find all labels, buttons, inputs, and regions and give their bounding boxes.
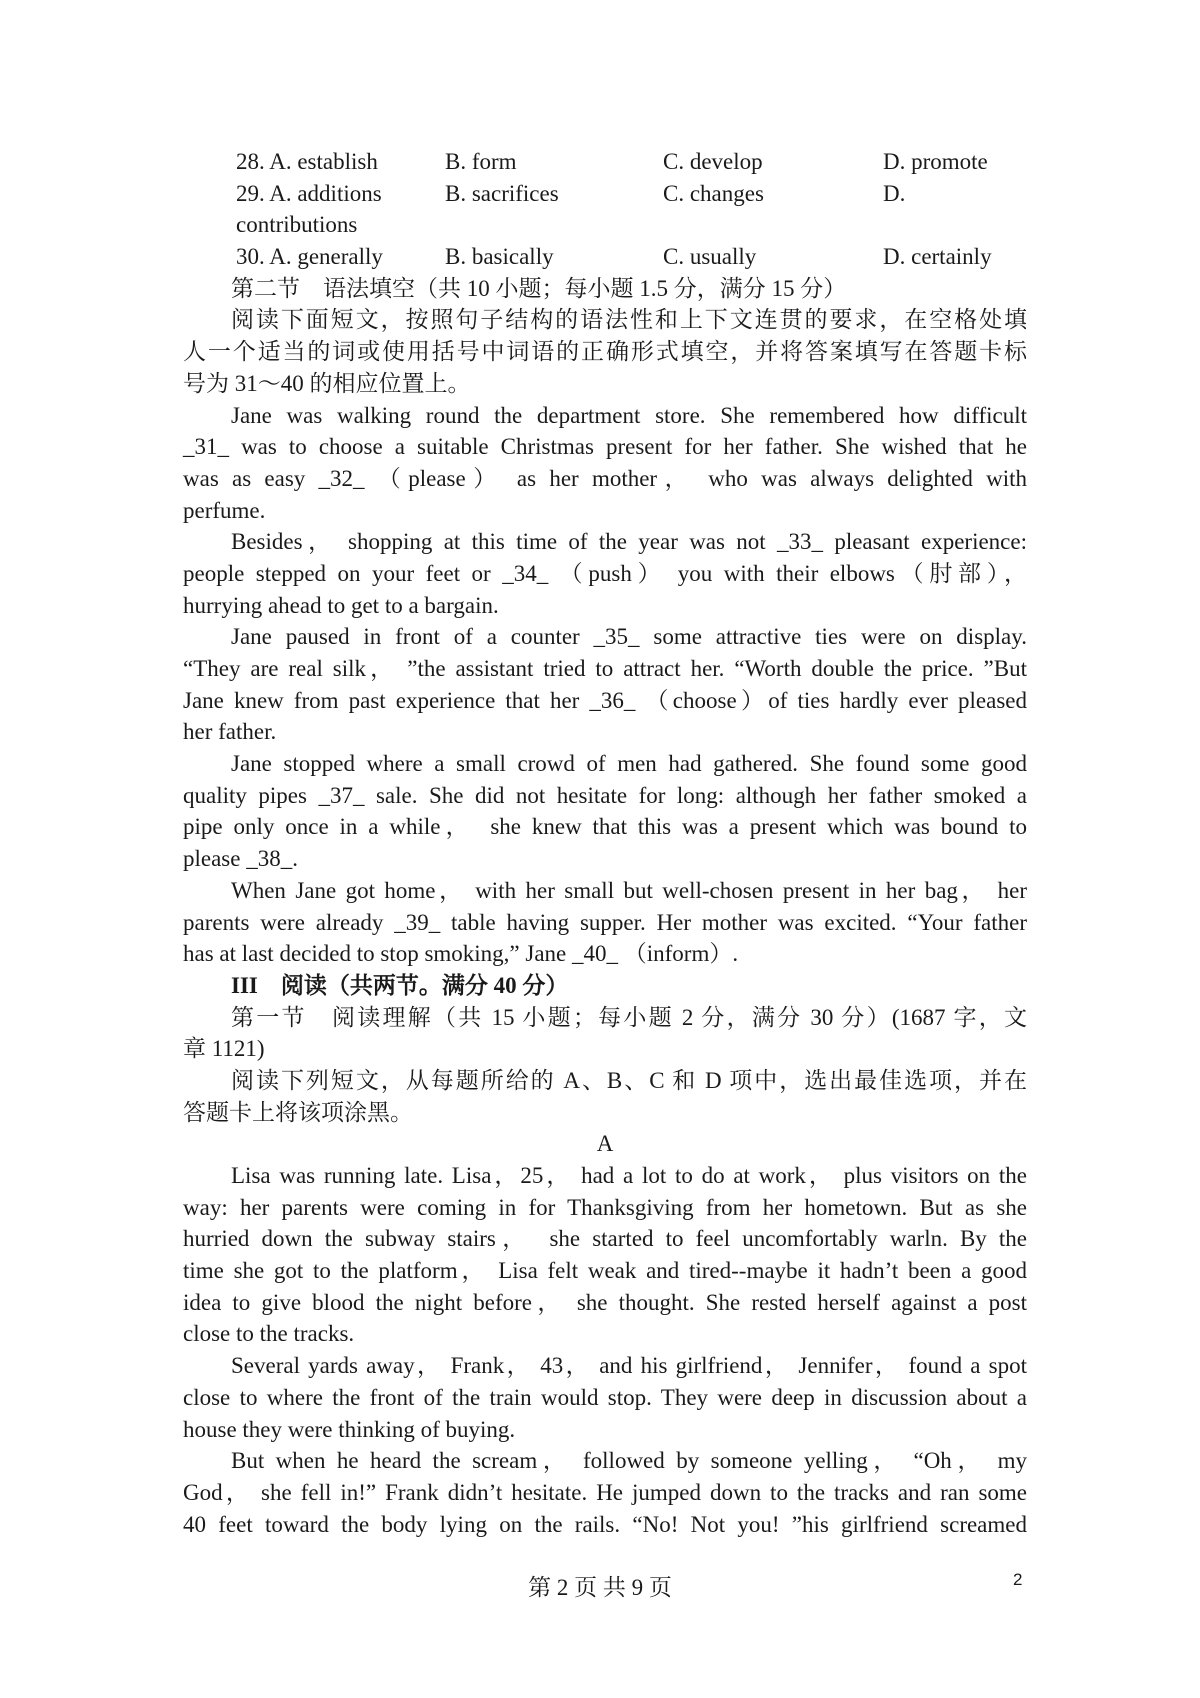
reading-instruction: 答题卡上将该项涂黑。 [183,1099,413,1125]
passage-line: Jane paused in front of a counter _35_ some attractive ties were on display. [231,624,1027,650]
option-c: C. develop [663,149,763,174]
passage-line: people stepped on your feet or _34_ （push） you with their elbows（肘部）， [183,560,1027,586]
passage-line: idea to give blood the night before， she thought. She rested herself against a post [183,1289,1027,1315]
reading-heading: 章 1121) [183,1036,265,1062]
passage-line: When Jane got home， with her small but well-chosen present in her bag， her [231,877,1027,903]
option-d: D. [883,180,906,206]
option-a: 30. A. generally [236,244,383,270]
passage-line: hurried down the subway stairs， she started to feel uncomfortably warln. By the [183,1226,1027,1252]
section2-instruction: 号为 31～40 的相应位置上。 [183,370,471,396]
reading-heading: 第一节 阅读理解（共 15 小题；每小题 2 分，满分 30 分）(1687 字，文 [231,1004,1027,1030]
page-content [183,146,1027,1540]
passage-line: close to the tracks. [183,1321,355,1347]
reading-instruction: 阅读下列短文，从每题所给的 A、B、C 和 D 项中，选出最佳选项，并在 [231,1067,1027,1093]
passage-line: hurrying ahead to get to a bargain. [183,592,499,618]
passage-line: quality pipes _37_ sale. She did not hesitate for long: although her father smoked a [183,782,1027,808]
option-row-30 [183,241,1027,273]
option-row-28 [183,146,1027,178]
section2-instruction: 阅读下面短文，按照句子结构的语法性和上下文连贯的要求，在空格处填 [231,307,1027,333]
passage-line: time she got to the platform， Lisa felt weak and tired--maybe it hadn’t been a good [183,1258,1027,1284]
option-d: D. promote [883,149,988,174]
passage-line: perfume. [183,497,266,523]
passage-line: has at last decided to stop smoking,” Jane _40_ （inform）. [183,941,739,967]
passage-line: Jane was walking round the department store. She remembered how difficult [231,402,1027,428]
option-d-text: contributions [236,212,358,238]
option-a: 29. A. additions [236,180,382,206]
passage-line: her father. [183,719,277,745]
page-footer: 第 2 页 共 9 页 [528,1575,672,1600]
passage-line: pipe only once in a while， she knew that this was a present which was bound to [183,814,1027,840]
passage-label: A [596,1131,614,1157]
passage-line: Several yards away， Frank， 43， and his girlfriend， Jennifer， found a spot [231,1353,1027,1379]
passage-line: way: her parents were coming in for Thanksgiving from her hometown. But as she [183,1194,1027,1220]
passage-line: Jane knew from past experience that her _36_ （choose）of ties hardly ever pleased [183,687,1027,713]
passage-line: please _38_. [183,846,298,872]
option-d: D. certainly [883,244,992,270]
passage-line: Jane stopped where a small crowd of men had gathered. She found some good [231,751,1027,777]
passage-line: parents were already _39_ table having supper. Her mother was excited. “Your father [183,909,1027,935]
passage-line: “They are real silk， ”the assistant tried to attract her. “Worth double the price. ”But [183,656,1027,681]
page-number: 2 [1013,1570,1023,1589]
option-29-wrap [183,209,1027,241]
option-a: 28. A. establish [236,149,378,174]
option-c: C. changes [663,180,764,206]
passage-line: Lisa was running late. Lisa，25， had a lot to do at work， plus visitors on the [231,1163,1027,1188]
passage-line: close to where the front of the train would stop. They were deep in discussion about a [183,1384,1027,1410]
option-b: B. sacrifices [445,180,559,206]
part3-heading: III 阅读（共两节。满分 40 分） [231,972,569,998]
passage-line: was as easy _32_ （please） as her mother， who was always delighted with [183,465,1027,491]
passage-line: But when he heard the scream， followed by someone yelling， “Oh， my [231,1448,1027,1474]
option-c: C. usually [663,244,757,270]
section2-heading: 第二节 语法填空（共 10 小题；每小题 1.5 分，满分 15 分） [231,275,847,301]
option-b: B. form [445,149,517,174]
passage-line: _31_ was to choose a suitable Christmas present for her father. She wished that he [183,434,1027,460]
option-b: B. basically [445,244,554,270]
option-row-29 [183,178,1027,210]
passage-line: house they were thinking of buying. [183,1416,516,1442]
section2-instruction: 人一个适当的词或使用括号中词语的正确形式填空，并将答案填写在答题卡标 [183,339,1027,365]
passage-line: God， she fell in!” Frank didn’t hesitate. He jumped down to the tracks and ran some [183,1479,1027,1505]
passage-line: Besides， shopping at this time of the year was not _33_ pleasant experience: [231,529,1027,555]
passage-line: 40 feet toward the body lying on the rails. “No! Not you! ”his girlfriend screamed [183,1511,1027,1537]
